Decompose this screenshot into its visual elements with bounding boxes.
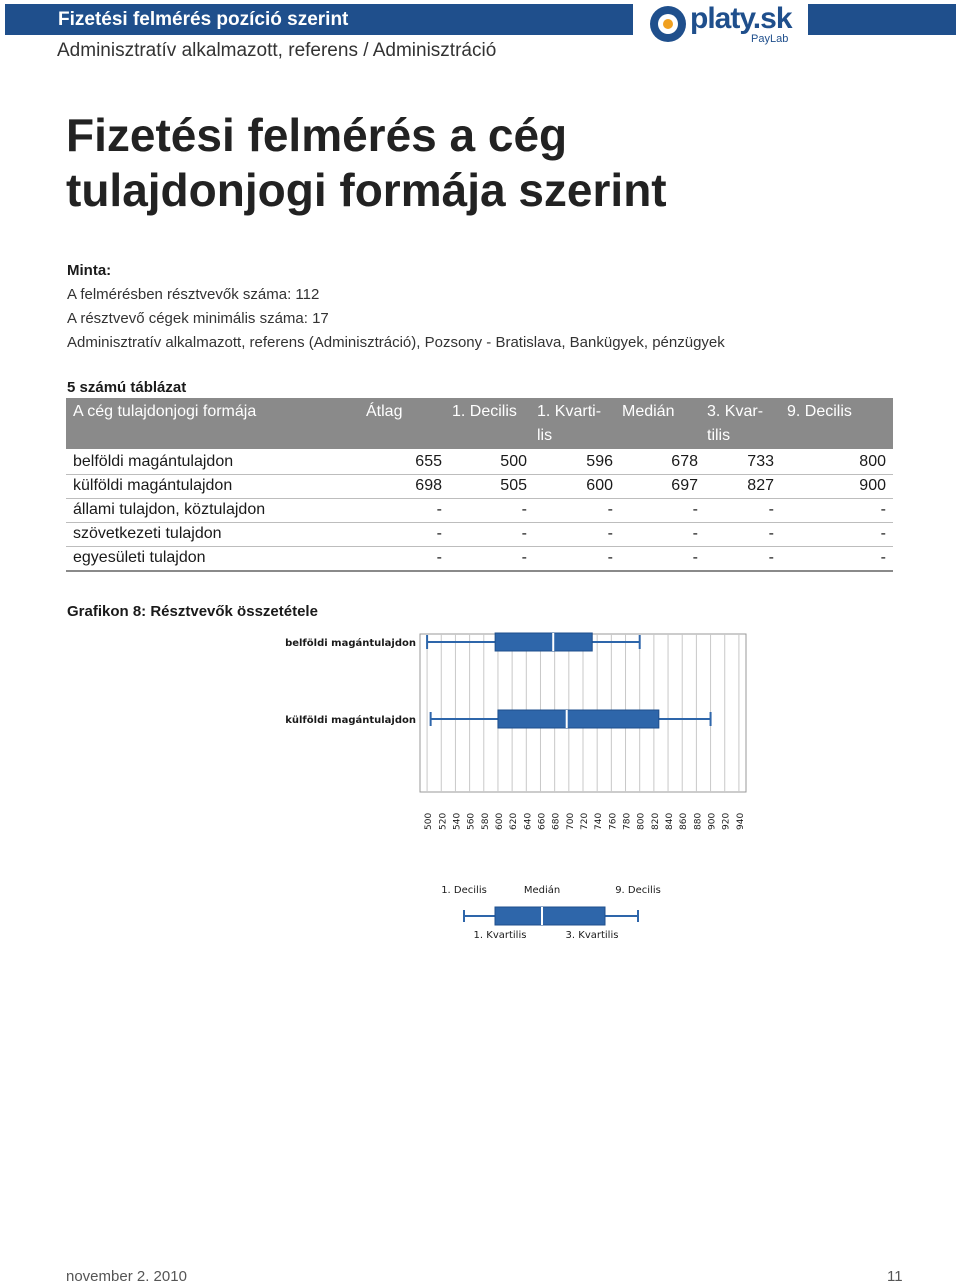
table-cell: - xyxy=(768,549,774,566)
table-cell: - xyxy=(692,525,698,542)
tick-label: 500 xyxy=(424,812,435,830)
row-label: állami tulajdon, köztulajdon xyxy=(73,501,266,518)
tick-label: 880 xyxy=(693,812,704,830)
header-subtitle: Adminisztratív alkalmazott, referens / Adminisztráció xyxy=(57,40,497,61)
row-label: egyesületi tulajdon xyxy=(73,549,206,566)
col-header-decile9: 9. Decilis xyxy=(787,403,852,420)
table-cell: - xyxy=(521,501,527,518)
table-cell: 733 xyxy=(747,453,774,470)
legend-median: Medián xyxy=(523,885,561,896)
table-cell: 697 xyxy=(671,477,698,494)
table-cell: 505 xyxy=(500,477,527,494)
table-cell: - xyxy=(607,525,613,542)
table-cell: - xyxy=(436,501,442,518)
table-cell: 655 xyxy=(415,453,442,470)
table-cell: 596 xyxy=(586,453,613,470)
col-header-quartile3-cont: tilis xyxy=(707,427,731,444)
legend-decile9: 9. Decilis xyxy=(615,885,661,896)
chart-caption: Grafikon 8: Résztvevők összetétele xyxy=(67,603,318,620)
table-cell: 698 xyxy=(415,477,442,494)
platy-logo xyxy=(648,2,798,46)
table-cell: - xyxy=(436,525,442,542)
table-cell: 600 xyxy=(586,477,613,494)
col-header-median: Medián xyxy=(622,403,675,420)
logo-mark-icon xyxy=(648,4,688,44)
tick-label: 800 xyxy=(636,812,647,830)
table-cell: 678 xyxy=(671,453,698,470)
tick-label: 820 xyxy=(650,812,661,830)
tick-label: 680 xyxy=(551,812,562,830)
tick-label: 760 xyxy=(608,812,619,830)
legend-quartile3: 3. Kvartilis xyxy=(565,930,619,941)
row-label: szövetkezeti tulajdon xyxy=(73,525,222,542)
table-row xyxy=(66,450,893,475)
col-header-quartile1-cont: lis xyxy=(537,427,553,444)
table-cell: - xyxy=(521,549,527,566)
header-bar-right xyxy=(808,4,956,35)
tick-label: 520 xyxy=(438,812,449,830)
page-number: 11 xyxy=(887,1268,903,1285)
tick-label: 780 xyxy=(622,812,633,830)
col-header-quartile1: 1. Kvarti- xyxy=(537,403,602,420)
footer-date: november 2. 2010 xyxy=(66,1268,187,1285)
table-row xyxy=(66,498,893,523)
table-row xyxy=(66,474,893,499)
col-header-decile1: 1. Decilis xyxy=(452,403,517,420)
col-header-average: Átlag xyxy=(366,403,403,420)
tick-label: 860 xyxy=(679,812,690,830)
table-cell: - xyxy=(692,501,698,518)
legend-decile1: 1. Decilis xyxy=(441,885,487,896)
table-cell: - xyxy=(521,525,527,542)
sample-line: A felmérésben résztvevők száma: 112 xyxy=(67,286,320,303)
col-header-quartile3: 3. Kvar- xyxy=(707,403,764,420)
tick-label: 660 xyxy=(537,812,548,830)
table-cell: 900 xyxy=(859,477,886,494)
tick-label: 640 xyxy=(523,812,534,830)
table-cell: 827 xyxy=(747,477,774,494)
chart-legend xyxy=(420,880,680,950)
table-cell: - xyxy=(880,501,886,518)
table-cell: 500 xyxy=(500,453,527,470)
table-row xyxy=(66,546,893,572)
tick-label: 560 xyxy=(466,812,477,830)
tick-label: 620 xyxy=(509,812,520,830)
table-cell: - xyxy=(768,525,774,542)
sample-line: Adminisztratív alkalmazott, referens (Adminisztráció), Pozsony - Bratislava, Bankügyek, pénzügyek xyxy=(67,334,725,351)
legend-box xyxy=(495,907,605,925)
table-cell: - xyxy=(880,549,886,566)
tick-label: 900 xyxy=(707,812,718,830)
page-title: Fizetési felmérés a cég tulajdonjogi formája szerint xyxy=(66,109,667,216)
tick-label: 840 xyxy=(665,812,676,830)
table-cell: - xyxy=(436,549,442,566)
tick-label: 600 xyxy=(494,812,505,830)
series-label: belföldi magántulajdon xyxy=(285,638,416,649)
iqr-box xyxy=(495,633,592,651)
table-cell: - xyxy=(880,525,886,542)
legend-quartile1: 1. Kvartilis xyxy=(473,930,527,941)
table-row xyxy=(66,522,893,547)
table-cell: - xyxy=(692,549,698,566)
series-label: külföldi magántulajdon xyxy=(285,715,416,726)
tick-label: 920 xyxy=(721,812,732,830)
col-header-form: A cég tulajdonjogi formája xyxy=(73,403,257,420)
sample-label: Minta: xyxy=(67,262,112,279)
row-label: külföldi magántulajdon xyxy=(73,477,233,494)
table-cell: - xyxy=(607,501,613,518)
tick-label: 740 xyxy=(594,812,605,830)
table-caption: 5 számú táblázat xyxy=(67,379,187,396)
tick-label: 720 xyxy=(580,812,590,830)
boxplot-chart xyxy=(280,628,760,838)
header-title: Fizetési felmérés pozíció szerint xyxy=(58,9,349,30)
iqr-box xyxy=(498,710,659,728)
table-cell: - xyxy=(768,501,774,518)
tick-label: 940 xyxy=(735,812,746,830)
sample-line: A résztvevő cégek minimális száma: 17 xyxy=(67,310,329,327)
table-cell: 800 xyxy=(859,453,886,470)
tick-label: 700 xyxy=(565,812,576,830)
logo-subtext: PayLab xyxy=(751,33,789,45)
row-label: belföldi magántulajdon xyxy=(73,453,234,470)
table-header xyxy=(66,398,893,449)
table-cell: - xyxy=(607,549,613,566)
tick-label: 580 xyxy=(480,812,491,830)
logo-text: platy.sk xyxy=(690,2,792,35)
tick-label: 540 xyxy=(452,812,463,830)
